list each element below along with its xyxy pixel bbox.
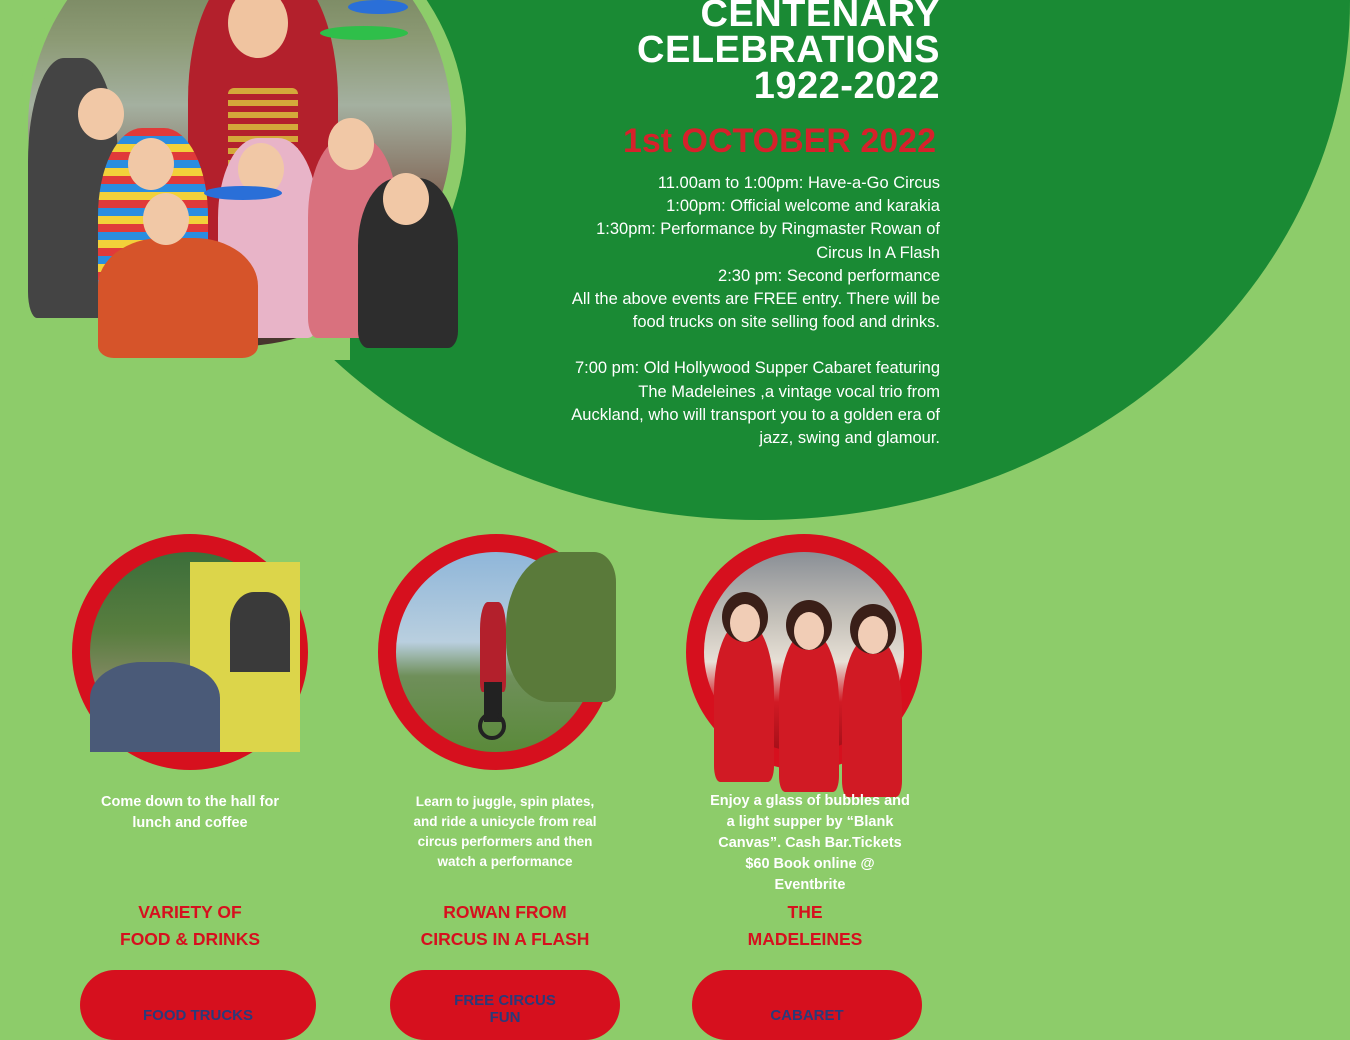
description-line: lunch and coffee [132,815,248,831]
evening-line: 7:00 pm: Old Hollywood Supper Cabaret featuring [574,359,940,378]
button-label: FREE CIRCUS [454,992,556,1009]
singer-face [794,612,824,650]
schedule-line: 11.00am to 1:00pm: Have-a-Go Circus [657,174,940,192]
schedule-line: All the above events are FREE entry. There will be [571,290,940,309]
button-label: CABARET [770,1006,844,1024]
juggler-figure [480,602,506,692]
heading-line: ROWAN FROM [443,902,567,922]
evening-line: Auckland, who will transport you to a golden era of [571,405,940,424]
child-face [128,138,174,190]
title-line: CENTENARY [700,0,940,35]
button-label: FUN [489,1009,521,1026]
description-line: and ride a unicycle from real [413,814,597,829]
evening-line: jazz, swing and glamour. [759,429,940,448]
food-heading [70,899,310,952]
heading-line: FOOD & DRINKS [120,928,260,949]
singer-figure [779,632,839,792]
cabaret-button[interactable] [692,970,922,1040]
madeleines-trio-photo [704,552,904,752]
vendor-figure [230,592,290,672]
child-face [383,173,429,225]
evening-line: The Madeleines ,a vintage vocal trio from [638,382,940,401]
child-face [78,88,124,140]
schedule-line: 1:00pm: Official welcome and karakia [666,197,940,216]
event-date: 1st OCTOBER 2022 [622,122,936,160]
heading-line: THE [787,902,823,922]
cabaret-description [690,791,930,896]
spinning-plate [320,26,408,40]
schedule-line: 2:30 pm: Second performance [718,266,940,285]
singer-face [858,616,888,654]
circus-performer-photo [396,552,596,752]
willow-tree [506,552,616,702]
food-description [70,792,310,834]
spinning-plate [348,0,408,14]
description-line: Canvas”. Cash Bar.Tickets [718,835,902,851]
title-line: 1922-2022 [753,65,940,107]
unicycle-wheel [478,712,506,740]
child-face [143,193,189,245]
customers-figure [90,662,220,752]
heading-line: CIRCUS IN A FLASH [420,928,590,949]
description-line: watch a performance [437,854,573,869]
description-line: Come down to the hall for [100,794,280,810]
circus-heading [380,899,630,952]
singer-face [730,604,760,642]
madeleines-heading [685,899,925,952]
food-truck-photo [90,552,290,752]
title-line: CELEBRATIONS [637,29,940,71]
heading-line: MADELEINES [747,928,863,949]
schedule-line: 1:30pm: Performance by Ringmaster Rowan of [596,220,940,239]
description-line: $60 Book online @ [745,856,875,872]
child-face [328,118,374,170]
description-line: Eventbrite [774,877,846,893]
event-schedule [480,172,940,450]
food-trucks-button[interactable] [80,970,316,1040]
circus-description [380,792,630,872]
schedule-line: Circus In A Flash [816,243,940,262]
schedule-spacer [480,334,940,357]
child-figure [98,238,258,358]
singer-figure [714,622,774,782]
hero-photo-ringmaster-and-children [28,0,452,346]
singer-figure [842,637,902,797]
spinning-plate [204,186,282,200]
button-label: FOOD TRUCKS [143,1006,253,1024]
description-line: circus performers and then [417,834,593,849]
schedule-line: food trucks on site selling food and drinks. [632,313,940,332]
heading-line: VARIETY OF [138,902,242,922]
description-line: Learn to juggle, spin plates, [415,794,595,809]
free-circus-fun-button[interactable] [390,970,620,1040]
event-title [637,0,940,107]
description-line: a light supper by “Blank [726,814,894,830]
description-line: Enjoy a glass of bubbles and [710,793,910,809]
